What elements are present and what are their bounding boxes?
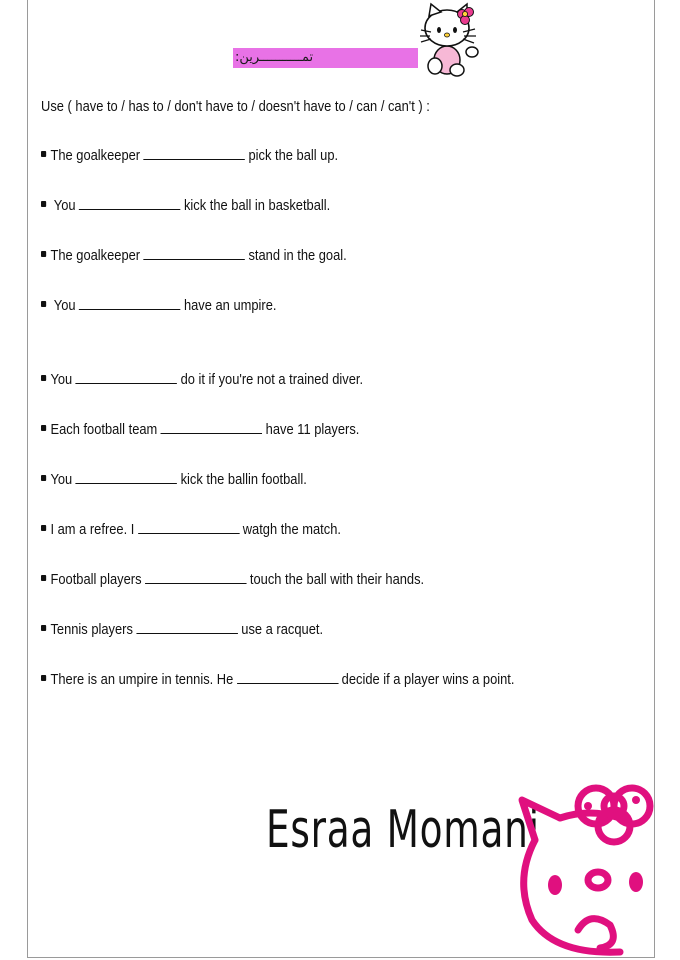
- bullet-icon: [41, 675, 46, 681]
- exercise-sentence: [41, 371, 363, 388]
- sentence-end: use a racquet.: [241, 621, 324, 638]
- exercise-sentence: [41, 421, 359, 438]
- sentence-start: Football players: [50, 571, 142, 588]
- hello-kitty-illustration: [417, 0, 483, 78]
- answer-blank[interactable]: [145, 571, 246, 584]
- sentence-start: Tennis players: [50, 621, 133, 638]
- exercise-sentence: [41, 471, 307, 488]
- bullet-icon: [41, 201, 46, 207]
- answer-blank[interactable]: [76, 471, 177, 484]
- sentence-start: You: [50, 297, 76, 314]
- answer-blank[interactable]: [79, 197, 180, 210]
- bullet-icon: [41, 251, 46, 257]
- answer-blank[interactable]: [144, 247, 245, 260]
- sentence-start: There is an umpire in tennis. He: [50, 671, 234, 688]
- hello-kitty-outline-logo: [510, 770, 655, 960]
- bullet-icon: [41, 625, 46, 631]
- bullet-icon: [41, 425, 46, 431]
- sentence-end: have an umpire.: [183, 297, 277, 314]
- answer-blank[interactable]: [76, 371, 177, 384]
- exercise-sentence: [41, 571, 424, 588]
- answer-blank[interactable]: [237, 671, 338, 684]
- sentence-end: watgh the match.: [242, 521, 341, 538]
- exercise-sentence: [41, 247, 347, 264]
- answer-blank[interactable]: [136, 621, 237, 634]
- sentence-start: You: [50, 371, 73, 388]
- sentence-start: The goalkeeper: [50, 147, 141, 164]
- bullet-icon: [41, 575, 46, 581]
- sentence-end: stand in the goal.: [248, 247, 347, 264]
- sentence-end: decide if a player wins a point.: [341, 671, 515, 688]
- bullet-icon: [41, 151, 46, 157]
- answer-blank[interactable]: [138, 521, 239, 534]
- sentence-end: pick the ball up.: [248, 147, 339, 164]
- sentence-end: kick the ball in basketball.: [183, 197, 331, 214]
- bullet-icon: [41, 475, 46, 481]
- bullet-icon: [41, 375, 46, 381]
- sentence-start: You: [50, 197, 76, 214]
- sentence-start: You: [50, 471, 73, 488]
- sentence-end: have 11 players.: [265, 421, 360, 438]
- answer-blank[interactable]: [79, 297, 180, 310]
- exercise-sentence: [41, 621, 323, 638]
- exercise-sentence: [41, 521, 341, 538]
- answer-blank[interactable]: [144, 147, 245, 160]
- author-signature: Esraa Momani: [266, 800, 540, 860]
- bullet-icon: [41, 301, 46, 307]
- sentence-end: do it if you're not a trained diver.: [180, 371, 364, 388]
- exercise-title: تمـــــــــــرين:: [233, 48, 418, 68]
- exercise-sentence: [41, 671, 514, 688]
- sentence-start: I am a refree. I: [50, 521, 135, 538]
- sentence-end: touch the ball with their hands.: [249, 571, 425, 588]
- answer-blank[interactable]: [161, 421, 262, 434]
- instruction-text: Use ( have to / has to / don't have to / doesn't have to / can / can't ) :: [41, 98, 430, 115]
- exercise-sentence: [41, 297, 276, 314]
- exercise-sentence: [41, 147, 338, 164]
- bullet-icon: [41, 525, 46, 531]
- sentence-end: kick the ballin football.: [180, 471, 307, 488]
- exercise-sentence: [41, 197, 330, 214]
- sentence-start: Each football team: [50, 421, 158, 438]
- sentence-start: The goalkeeper: [50, 247, 141, 264]
